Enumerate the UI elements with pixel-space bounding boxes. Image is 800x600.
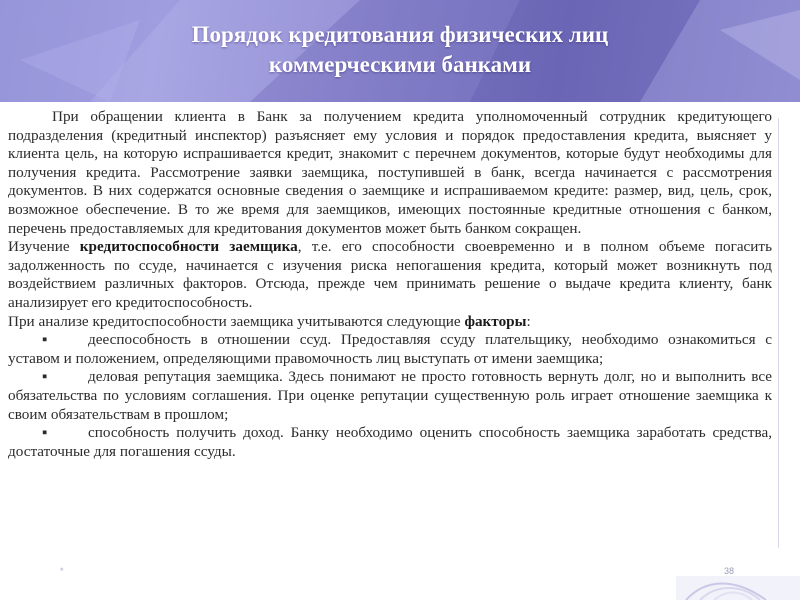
bullet-icon: ▪	[42, 424, 48, 442]
list-item	[8, 331, 772, 368]
list-item	[8, 368, 772, 424]
title-line-2: коммерческими банками	[268, 52, 532, 77]
bullet-icon: ▪	[42, 331, 48, 349]
slide-header	[0, 0, 800, 102]
slide-body	[8, 108, 772, 461]
paragraph-factors-start: При анализе кредитоспособности заемщика учитываются следующие	[8, 312, 465, 330]
term-creditworthiness: кредитоспособности заемщика	[79, 238, 298, 256]
footer-mark: *	[60, 566, 64, 576]
paragraph-factors	[8, 313, 772, 332]
list-item	[8, 424, 772, 461]
paragraph-factors-end: :	[526, 312, 531, 330]
title-line-1: Порядок кредитования физических лиц	[191, 22, 609, 47]
right-divider	[778, 118, 779, 548]
paragraph-creditworthiness-end: , т.е. его способности своевременно и в полном объеме погасить задолженность по ссуде, начинается с изучения риска непогашения кредита, который может возникнуть под воздействием различных факторов. Отсюда, прежде чем принимать решение о выдаче кредита клиенту, банк анализирует его кредитоспособность.	[8, 238, 772, 311]
corner-decoration	[676, 576, 800, 600]
slide-title	[0, 20, 800, 80]
list-item-text: деловая репутация заемщика. Здесь понимают не просто готовность вернуть долг, но и выполнить все обязательства по условиям соглашения. При оценке репутации существенную роль играет отношение заемщика к своим обязательствам в прошлом;	[8, 368, 772, 423]
paragraph-creditworthiness-start: Изучение	[8, 238, 80, 256]
bullet-icon: ▪	[42, 368, 48, 386]
list-item-text: способность получить доход. Банку необходимо оценить способность заемщика заработать средства, достаточные для погашения ссуды.	[8, 424, 772, 460]
paragraph-creditworthiness	[8, 238, 772, 312]
list-item-text: дееспособность в отношении ссуд. Предоставляя ссуду плательщику, необходимо ознакомиться с уставом и положением, определяющими правомочность лиц выступать от имени заемщика;	[8, 331, 772, 367]
term-factors: факторы	[464, 312, 527, 330]
corner-swirl-icon	[676, 576, 800, 600]
page-number: 38	[724, 566, 735, 576]
paragraph-intro: При обращении клиента в Банк за получением кредита уполномоченный сотрудник кредитующего подразделения (кредитный инспектор) разъясняет ему условия и порядок предоставления кредита, выясняет у клиента цель, на которую испрашивается кредит, знакомит с перечнем документов, которые будут необходимы для получения кредита. Рассмотрение заявки заемщика, поступившей в банк, всегда начинается с рассмотрения документов. В них содержатся основные сведения о заемщике и испрашиваемом кредите: размер, вид, цель, срок, возможное обеспечение. В то же время для заемщиков, имеющих постоянные кредитные отношения с банком, перечень предоставляемых для кредитования документов может быть банком сокращен.	[8, 108, 772, 237]
